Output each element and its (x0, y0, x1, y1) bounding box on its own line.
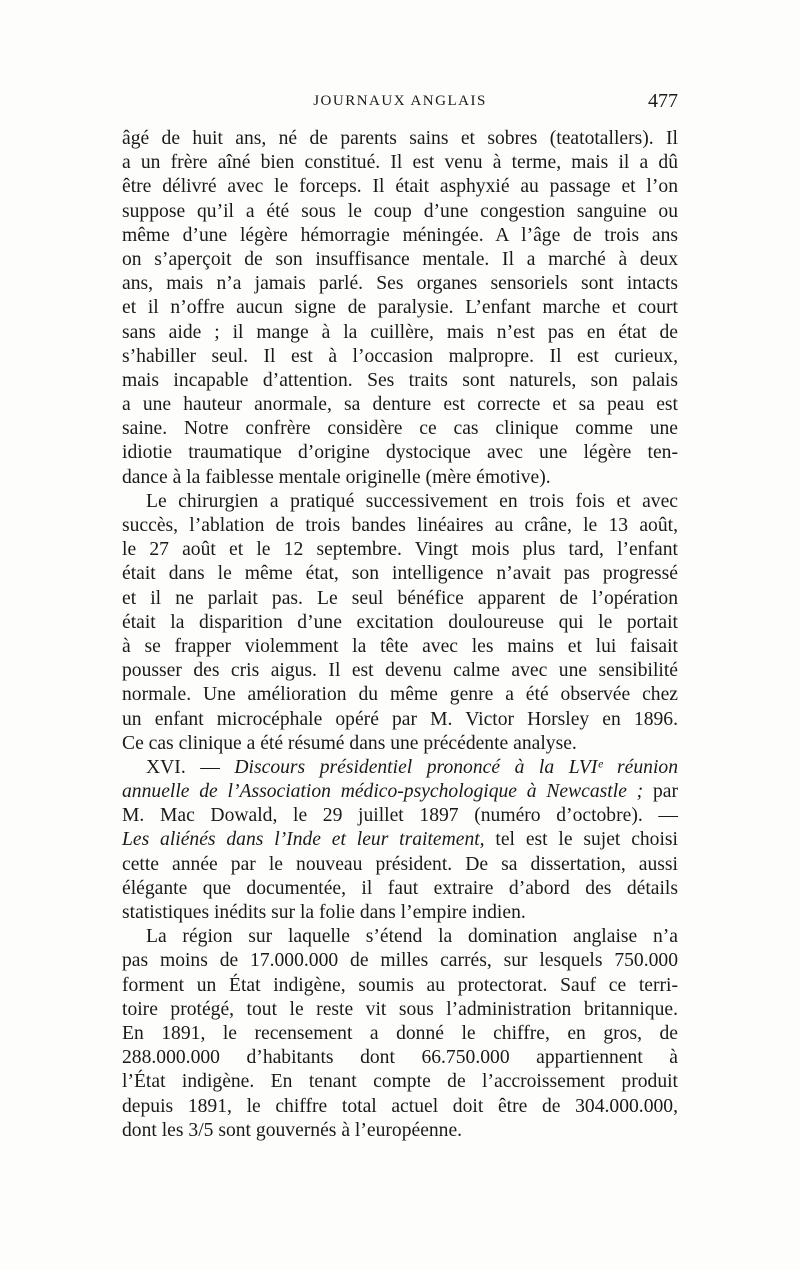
text-run: dont les 3/5 sont gouvernés à l’européenne. (122, 1119, 463, 1141)
text-run: statistiques inédits sur la folie dans l’empire indien. (122, 902, 526, 923)
text-line (122, 562, 678, 586)
text-run: idiotie traumatique d’origine dystocique avec une légère ten- (122, 442, 678, 464)
text-line (122, 780, 678, 804)
text-run: l’État indigène. En tenant compte de l’accroissement produit (122, 1071, 678, 1093)
text-line (122, 611, 678, 635)
text-line (122, 272, 678, 296)
text-run: pas moins de 17.000.000 de milles carrés, sur lesquels 750.000 (122, 950, 678, 972)
text-line (122, 490, 678, 514)
text-line (122, 321, 678, 345)
text-run: saine. Notre confrère considère ce cas clinique comme une (122, 418, 678, 440)
text-run: ans, mais n’a jamais parlé. Ses organes sensoriels sont intacts (122, 273, 678, 295)
text-run: Ce cas clinique a été résumé dans une précédente analyse. (122, 732, 577, 754)
text-run: à se frapper violemment la tête avec les mains et lui faisait (122, 635, 678, 657)
text-line (122, 345, 678, 369)
text-run: dance à la faiblesse mentale originelle (mère émotive). (122, 466, 551, 488)
text-line (122, 296, 678, 320)
text-run: cette année par le nouveau président. De sa dissertation, aussi (122, 853, 678, 875)
text-line (122, 538, 678, 562)
text-line (122, 466, 678, 490)
text-line (122, 974, 678, 998)
text-line (122, 1046, 678, 1070)
text-line (122, 200, 678, 224)
text-line (122, 1070, 678, 1094)
text-run: le 27 août et le 12 septembre. Vingt mois plus tard, l’enfant (122, 539, 678, 561)
text-run: un enfant microcéphale opéré par M. Victor Horsley en 1896. (122, 708, 678, 730)
text-run: s’habiller seul. Il est à l’occasion malpropre. Il est curieux, (122, 345, 678, 367)
text-line (122, 756, 678, 780)
text-line (122, 732, 678, 756)
body-text (122, 127, 678, 1143)
paragraph (122, 490, 678, 756)
italic-text: Discours présidentiel prononcé à la LVIᵉ réunion (234, 756, 678, 778)
text-line (122, 925, 678, 949)
text-run: être délivré avec le forceps. Il était asphyxié au passage et l’on (122, 176, 678, 198)
text-line (122, 127, 678, 151)
text-run: était dans le même état, son intelligence n’avait pas progressé (122, 563, 678, 585)
text-line (122, 659, 678, 683)
text-run: élégante que documentée, il faut extraire d’abord des détails (122, 877, 678, 899)
text-run: a un frère aîné bien constitué. Il est venu à terme, mais il a dû (122, 152, 678, 174)
text-run: 288.000.000 d’habitants dont 66.750.000 appartiennent à (122, 1047, 678, 1069)
text-line (122, 683, 678, 707)
text-line (122, 417, 678, 441)
text-line (122, 1022, 678, 1046)
text-line (122, 248, 678, 272)
text-line (122, 708, 678, 732)
text-line (122, 514, 678, 538)
text-line (122, 175, 678, 199)
text-line (122, 998, 678, 1022)
text-run: La région sur laquelle s’étend la domination anglaise n’a (146, 926, 678, 948)
text-run: était la disparition d’une excitation douloureuse qui le portait (122, 611, 678, 633)
italic-text: Les aliénés dans l’Inde et leur traitement, (122, 829, 485, 851)
running-title: JOURNAUX ANGLAIS (313, 93, 487, 109)
text-run: Le chirurgien a pratiqué successivement en trois fois et avec (146, 490, 678, 512)
text-line (122, 224, 678, 248)
paragraph (122, 127, 678, 490)
paragraph (122, 925, 678, 1143)
text-line (122, 1119, 678, 1143)
running-head (122, 86, 678, 116)
text-run: par (643, 781, 679, 803)
text-run: depuis 1891, le chiffre total actuel doit être de 304.000.000, (122, 1095, 678, 1117)
text-line (122, 853, 678, 877)
text-run: même d’une légère hémorragie méningée. A l’âge de trois ans (122, 224, 678, 246)
text-run: tel est le sujet choisi (484, 829, 678, 851)
text-run: En 1891, le recensement a donné le chiffre, en gros, de (122, 1022, 678, 1044)
text-run: on s’aperçoit de son insuffisance mentale. Il a marché à deux (122, 248, 678, 270)
text-run: sans aide ; il mange à la cuillère, mais n’est pas en état de (122, 321, 678, 343)
text-run: et il n’offre aucun signe de paralysie. L’enfant marche et court (122, 297, 678, 319)
text-run: suppose qu’il a été sous le coup d’une congestion sanguine ou (122, 200, 678, 222)
text-line (122, 828, 678, 852)
text-line (122, 1095, 678, 1119)
text-line (122, 587, 678, 611)
text-run: XVI. — (146, 756, 235, 778)
text-run: et il ne parlait pas. Le seul bénéfice apparent de l’opération (122, 587, 678, 609)
page-number: 477 (648, 90, 678, 112)
text-line (122, 804, 678, 828)
text-run: succès, l’ablation de trois bandes linéaires au crâne, le 13 août, (122, 515, 678, 536)
text-run: a une hauteur anormale, sa denture est correcte et sa peau est (122, 394, 678, 416)
text-run: forment un État indigène, soumis au protectorat. Sauf ce terri- (122, 974, 678, 996)
text-run: normale. Une amélioration du même genre a été observée chez (122, 684, 678, 706)
text-line (122, 635, 678, 659)
text-line (122, 441, 678, 465)
text-line (122, 393, 678, 417)
text-run: M. Mac Dowald, le 29 juillet 1897 (numéro d’octobre). — (122, 805, 678, 827)
text-line (122, 151, 678, 175)
italic-text: annuelle de l’Association médico-psychologique à Newcastle ; (122, 781, 644, 803)
text-run: mais incapable d’attention. Ses traits sont naturels, son palais (122, 369, 678, 391)
text-run: pousser des cris aigus. Il est devenu calme avec une sensibilité (122, 660, 678, 682)
text-line (122, 877, 678, 901)
text-run: âgé de huit ans, né de parents sains et sobres (teatotallers). Il (122, 128, 678, 149)
text-line (122, 901, 678, 925)
paragraph (122, 756, 678, 925)
text-run: toire protégé, tout le reste vit sous l’administration britannique. (122, 998, 678, 1020)
text-line (122, 369, 678, 393)
text-line (122, 949, 678, 973)
